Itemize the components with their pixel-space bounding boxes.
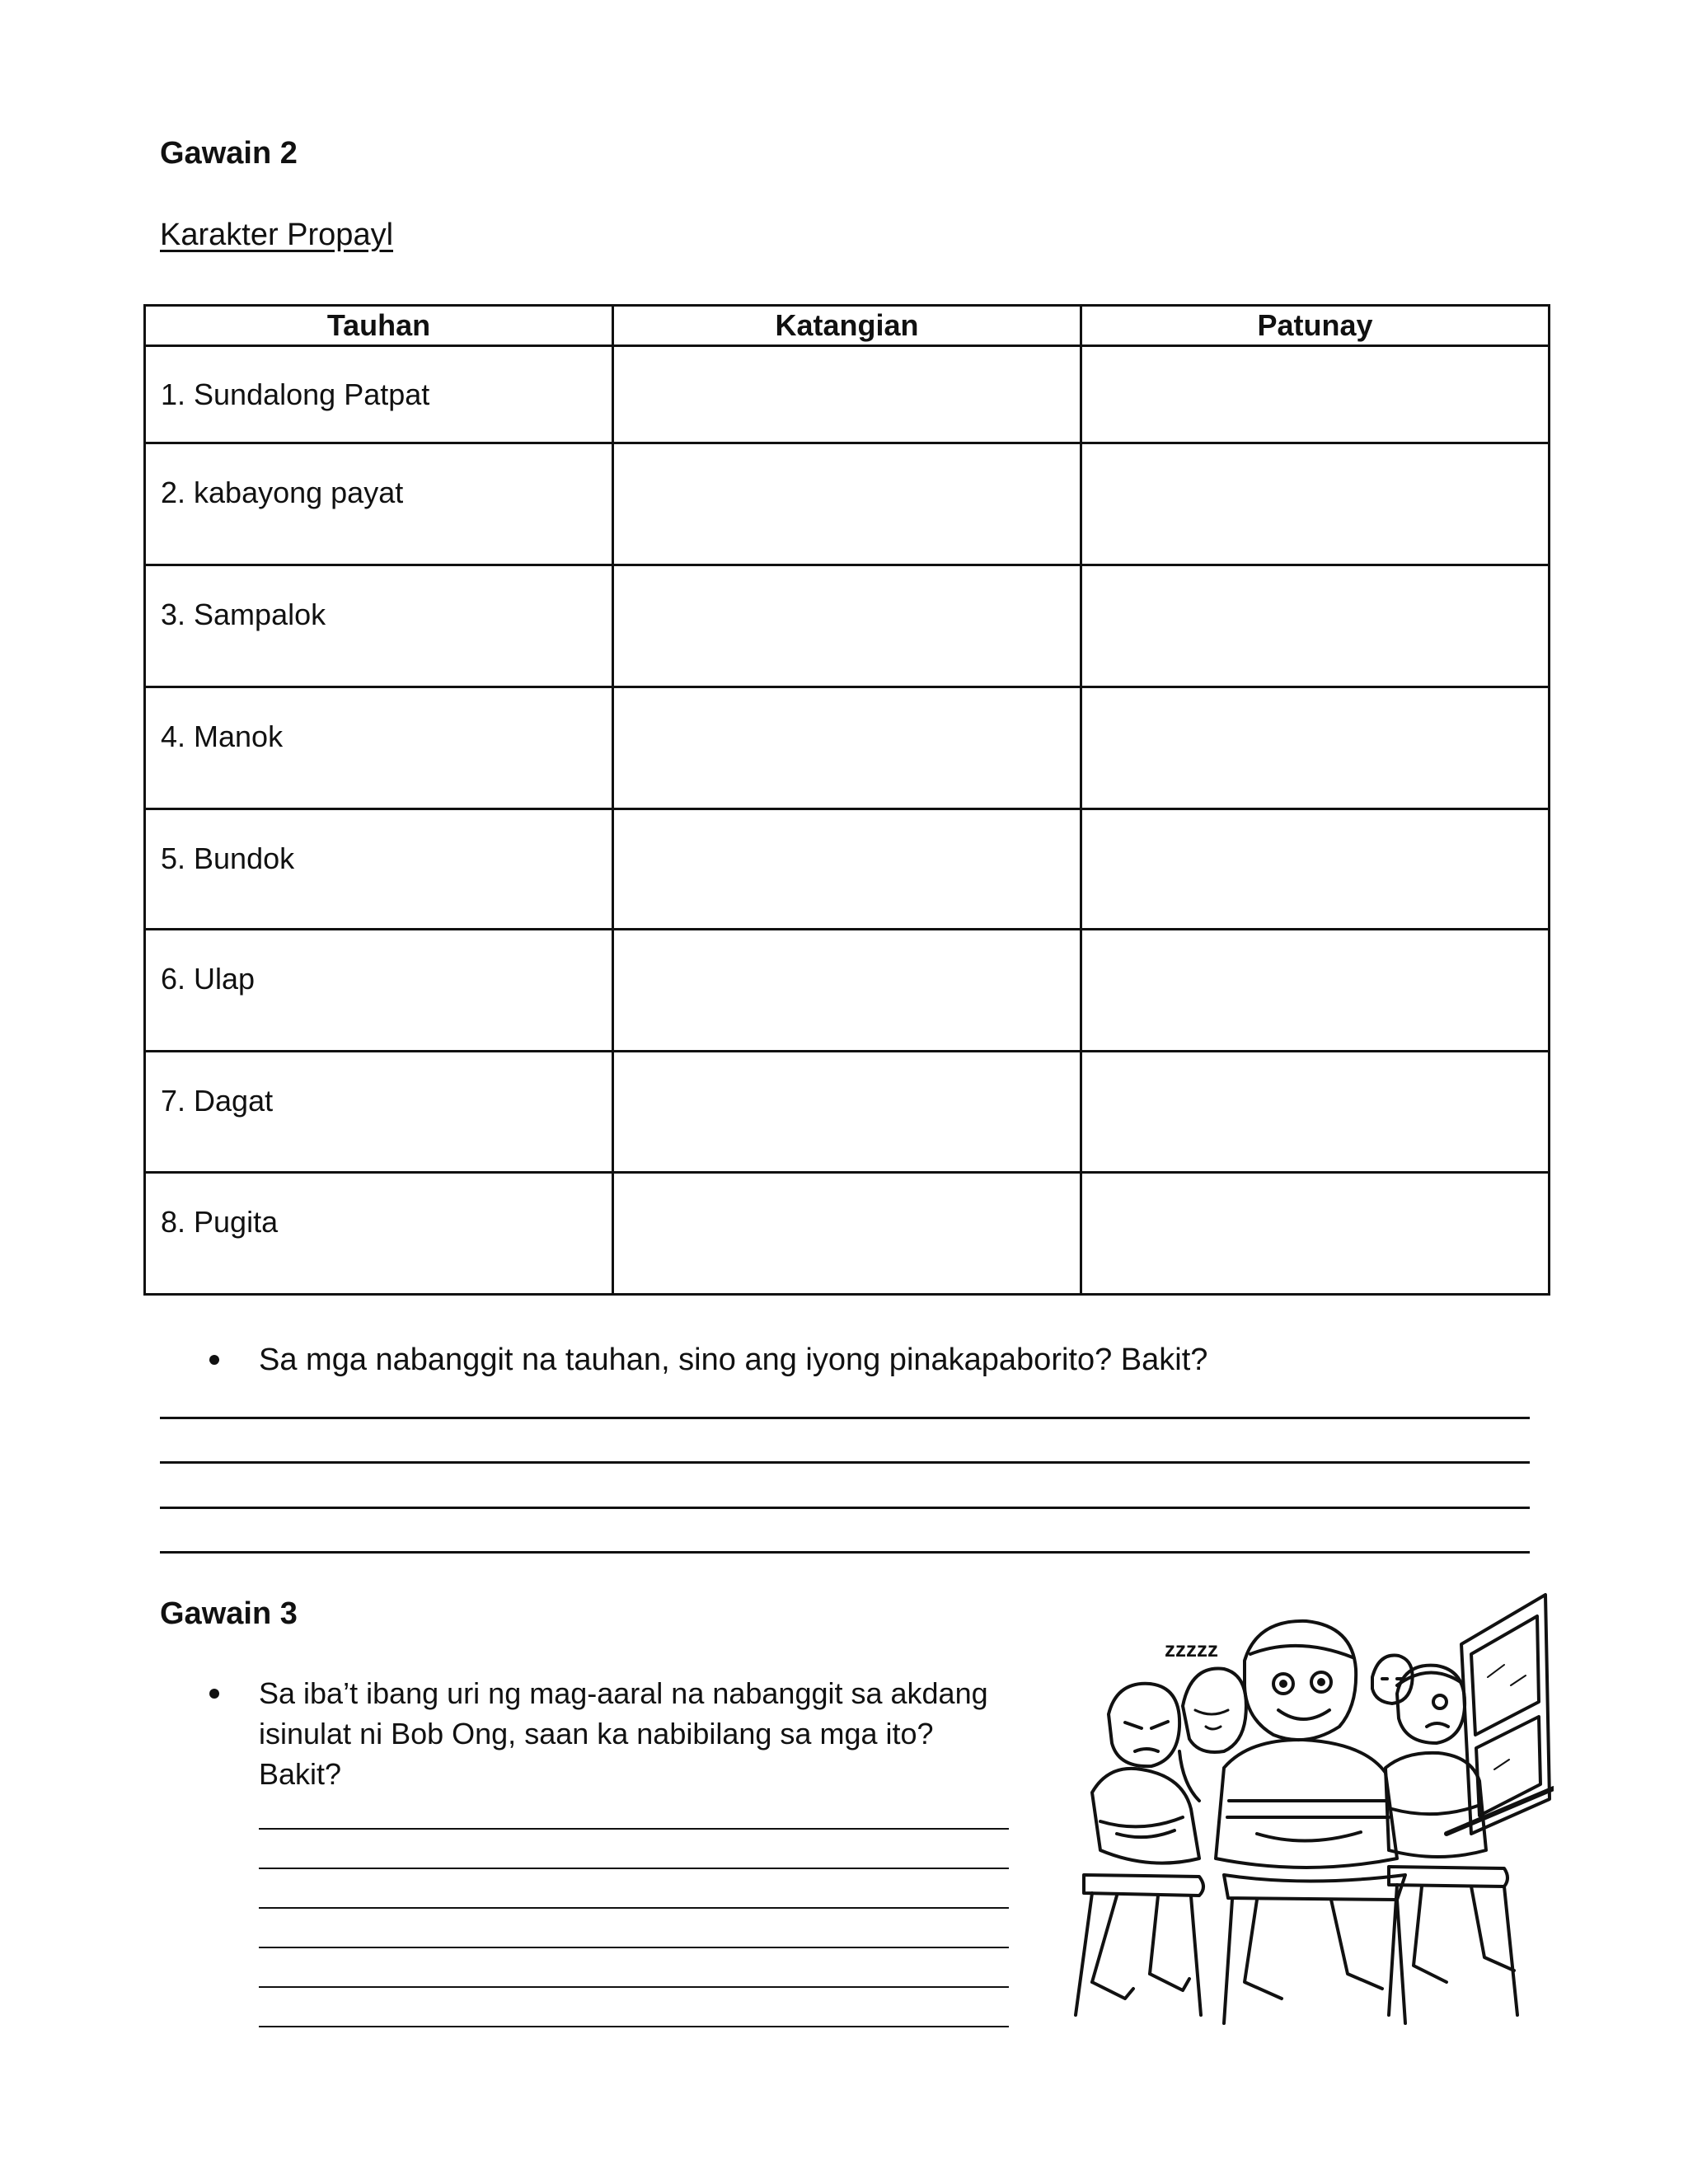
tauhan-cell: 2. kabayong payat (145, 443, 613, 565)
patunay-cell[interactable] (1081, 930, 1550, 1052)
katangian-cell[interactable] (613, 1052, 1081, 1173)
katangian-cell[interactable] (613, 1173, 1081, 1295)
table-row (145, 809, 1550, 930)
question-line: isinulat ni Bob Ong, saan ka nabibilang sa mga ito? (259, 1717, 934, 1750)
tauhan-cell: 4. Manok (145, 687, 613, 809)
table-row (145, 1173, 1550, 1295)
answer-line[interactable] (259, 1947, 1009, 1948)
answer-line[interactable] (259, 1868, 1009, 1869)
question-line: Sa iba’t ibang uri ng mag-aaral na nabanggit sa akdang (259, 1676, 988, 1710)
karakter-propayl-subtitle: Karakter Propayl (160, 218, 394, 252)
tauhan-cell: 8. Pugita (145, 1173, 613, 1295)
katangian-cell[interactable] (613, 930, 1081, 1052)
answer-line[interactable] (259, 1828, 1009, 1830)
tauhan-cell: 7. Dagat (145, 1052, 613, 1173)
table-row (145, 443, 1550, 565)
student-type-question (259, 1673, 988, 1794)
katangian-cell[interactable] (613, 687, 1081, 809)
answer-line[interactable] (259, 1907, 1009, 1909)
header-katangian: Katangian (613, 306, 1081, 346)
katangian-cell[interactable] (613, 443, 1081, 565)
patunay-cell[interactable] (1081, 809, 1550, 930)
favorite-character-question: Sa mga nabanggit na tauhan, sino ang iyong pinakapaborito? Bakit? (259, 1343, 1208, 1377)
bullet-icon (209, 1355, 219, 1365)
question-line: Bakit? (259, 1757, 342, 1791)
grumpy-student-figure (1076, 1684, 1203, 2015)
illustration-zzz-label: zzzzz (1165, 1637, 1218, 1661)
katangian-cell[interactable] (613, 809, 1081, 930)
smiling-student-figure (1216, 1621, 1405, 2023)
gawain-3-heading: Gawain 3 (160, 1596, 298, 1631)
character-profile-table (143, 304, 1550, 1296)
header-tauhan: Tauhan (145, 306, 613, 346)
answer-line[interactable] (259, 1986, 1009, 1988)
patunay-cell[interactable] (1081, 346, 1550, 443)
header-patunay: Patunay (1081, 306, 1550, 346)
classroom-students-illustration (1059, 1586, 1554, 2048)
table-header-row (145, 306, 1550, 346)
tauhan-cell: 5. Bundok (145, 809, 613, 930)
patunay-cell[interactable] (1081, 1052, 1550, 1173)
patunay-cell[interactable] (1081, 687, 1550, 809)
tauhan-cell: 3. Sampalok (145, 565, 613, 687)
table-row (145, 565, 1550, 687)
patunay-cell[interactable] (1081, 443, 1550, 565)
patunay-cell[interactable] (1081, 1173, 1550, 1295)
gawain-2-heading: Gawain 2 (160, 136, 298, 171)
table-row (145, 346, 1550, 443)
answer-line[interactable] (259, 2026, 1009, 2027)
answer-line[interactable] (160, 1551, 1530, 1554)
answer-line[interactable] (160, 1461, 1530, 1464)
worried-student-figure (1386, 1666, 1517, 2015)
answer-line[interactable] (160, 1507, 1530, 1509)
table-row (145, 930, 1550, 1052)
tauhan-cell: 1. Sundalong Patpat (145, 346, 613, 443)
bullet-icon (209, 1689, 219, 1699)
table-row (145, 687, 1550, 809)
katangian-cell[interactable] (613, 565, 1081, 687)
answer-line[interactable] (160, 1417, 1530, 1419)
katangian-cell[interactable] (613, 346, 1081, 443)
sleeping-student-figure (1179, 1669, 1246, 1801)
patunay-cell[interactable] (1081, 565, 1550, 687)
table-row (145, 1052, 1550, 1173)
tauhan-cell: 6. Ulap (145, 930, 613, 1052)
